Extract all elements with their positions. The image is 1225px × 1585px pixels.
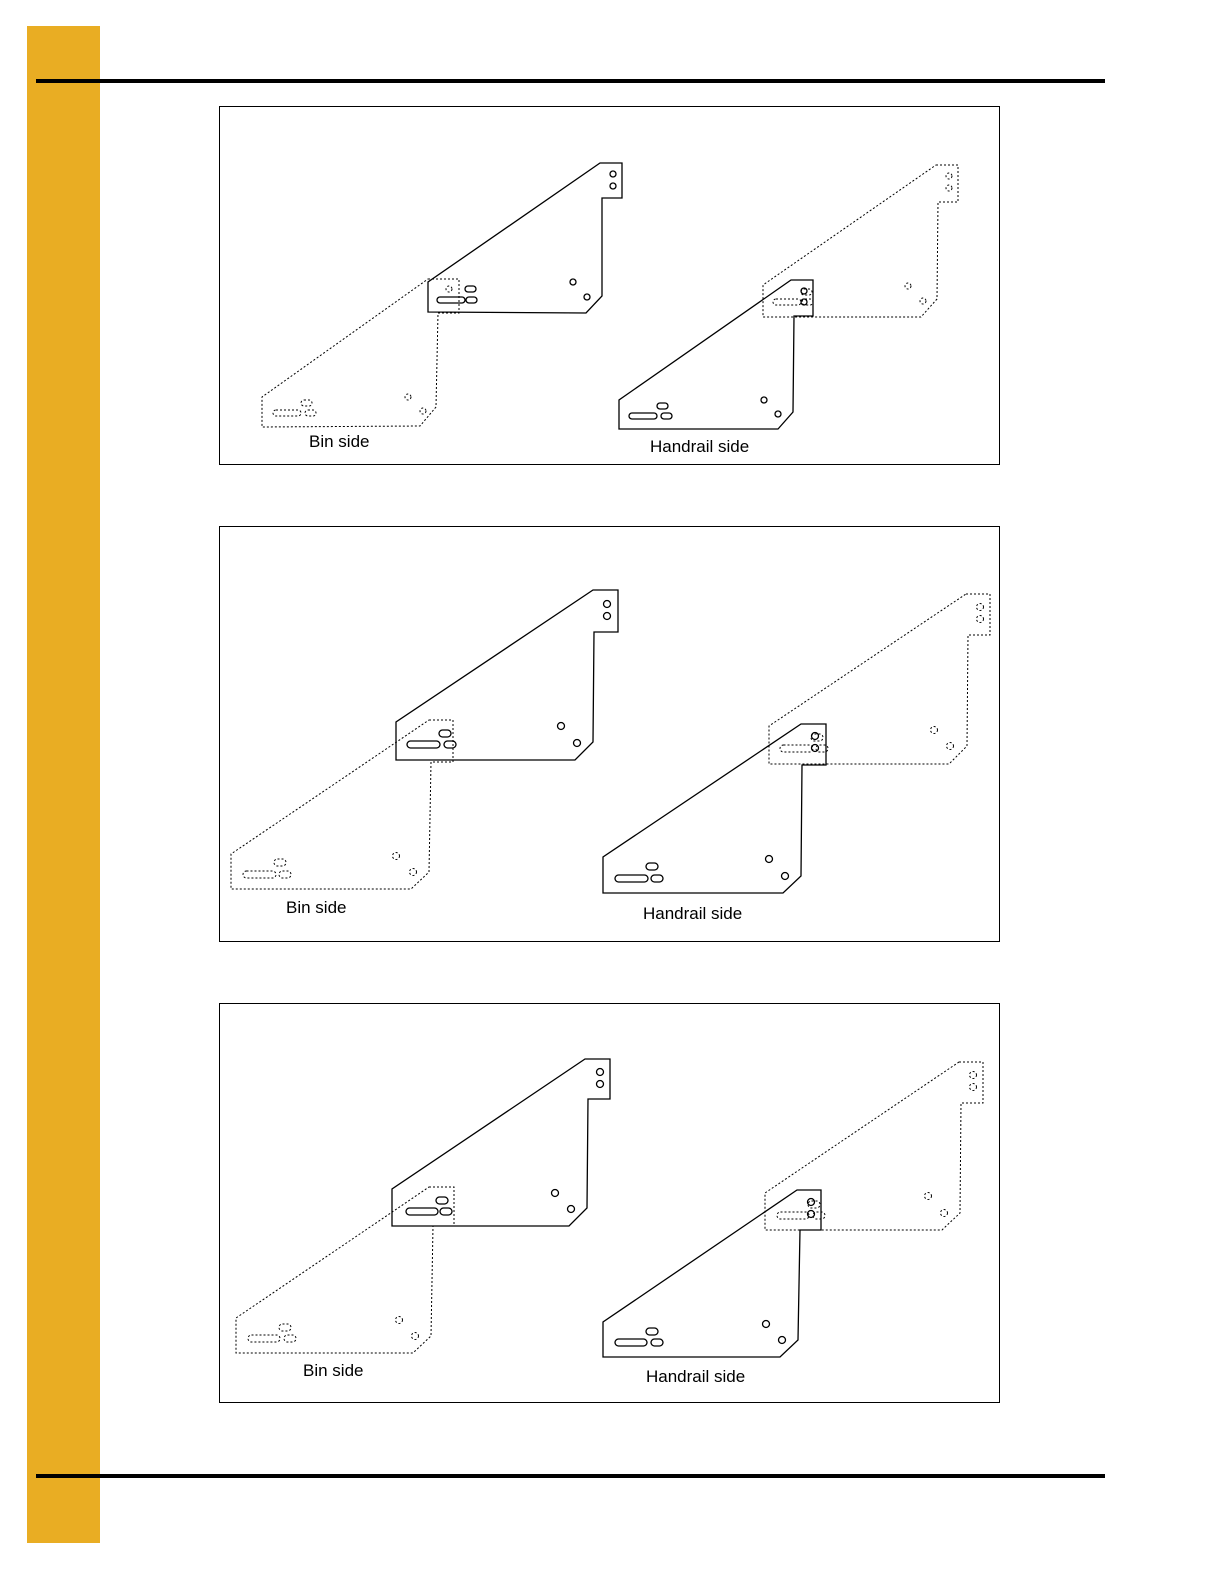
bracket-drawing-1 [220,107,1001,466]
bin-side-label: Bin side [286,898,347,917]
handrail-side-label: Handrail side [650,437,750,456]
bin-side-label: Bin side [303,1361,364,1380]
bin-side-label: Bin side [309,432,370,451]
header-rule [36,79,1105,83]
figure-panel-2 [219,526,1000,942]
figure-panel-3 [219,1003,1000,1403]
handrail-side-label: Handrail side [646,1367,746,1386]
handrail-side-label: Handrail side [643,904,743,923]
side-tab-band [27,26,100,1543]
footer-rule [36,1474,1105,1478]
figure-panel-1 [219,106,1000,465]
bracket-drawing-2 [220,527,1001,943]
bracket-drawing-3 [220,1004,1001,1404]
